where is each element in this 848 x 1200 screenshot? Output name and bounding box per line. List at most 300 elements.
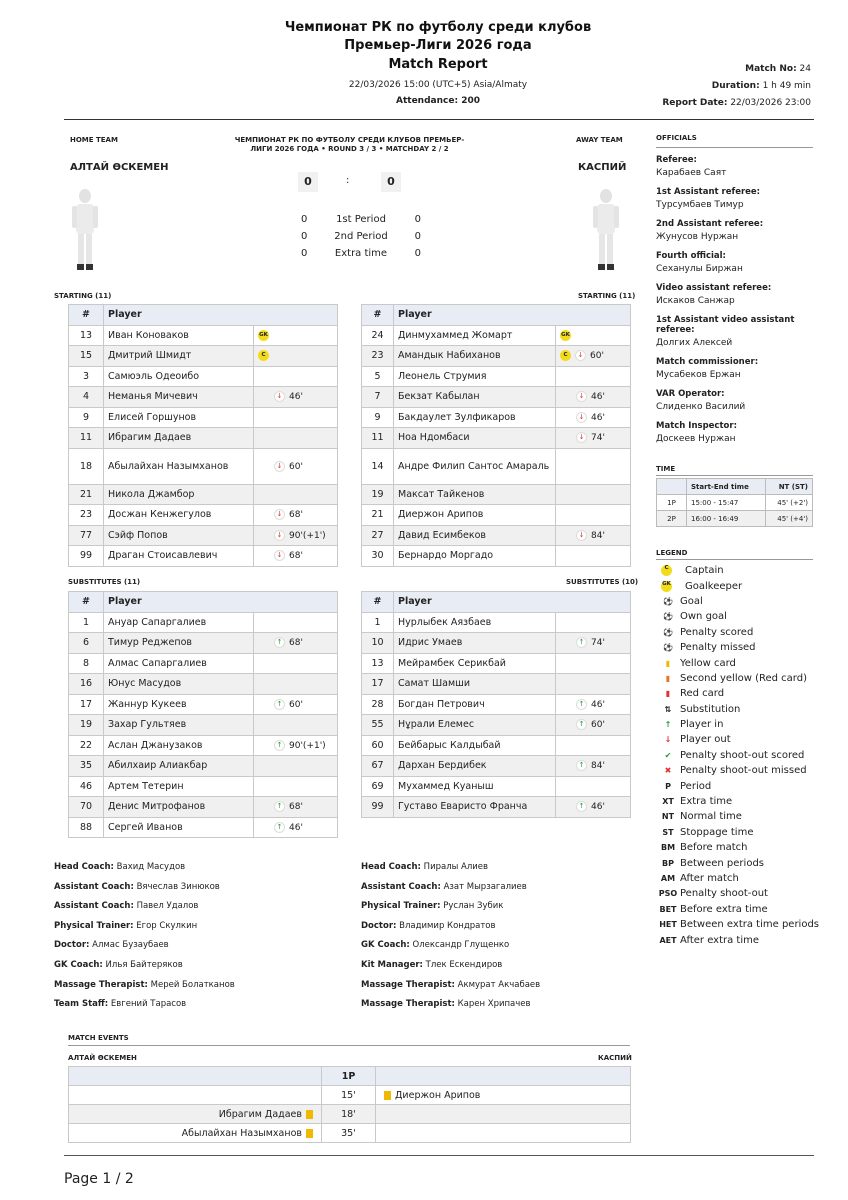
player-number: 7 [362, 387, 394, 408]
player-extra [254, 325, 338, 346]
attendance: Attendance: 200 [396, 96, 480, 106]
substitution-info [274, 822, 303, 833]
legend-item [656, 902, 826, 917]
player-extra [556, 407, 631, 428]
legend-label: After match [680, 873, 739, 884]
own-goal-icon: ⚽ [663, 612, 673, 622]
report-title-line3: Match Report [388, 57, 488, 72]
official-role: Match Inspector: [656, 421, 737, 431]
header-divider [64, 119, 814, 120]
player-in-icon: ↑ [576, 699, 587, 710]
substitution-minute: 68' [289, 551, 303, 562]
goal-icon: ⚽ [663, 596, 673, 606]
player-row [362, 674, 631, 695]
legend-label: After extra time [680, 934, 760, 946]
player-row [69, 407, 338, 428]
match-datetime: 22/03/2026 15:00 (UTC+5) Asia/Almaty [348, 80, 528, 90]
legend-label: Goal [680, 595, 703, 607]
player-row [69, 505, 338, 526]
between-periods-icon: BP [662, 858, 674, 868]
player-extra [556, 546, 631, 567]
before-match-icon: BM [660, 843, 676, 853]
player-extra [556, 366, 631, 387]
official-name: Искаков Санжар [656, 296, 735, 306]
player-number: 17 [69, 694, 104, 715]
official-entry [656, 283, 826, 306]
away-starting-table: # Player 24 Динмухаммед Жомарт GK 23 Амандык Набиханов C ↓ 60' 5 Леонель Струмия 7 Бекзат Кабылан ↓ 46' 9 Бакдаулет Зулфикаров ↓ 46' 11 Ноа Ндомбаси ↓ 74' 14 Андре Филип Сантос Амараль 19 Максат Тайкенов 21 Диержон Арипов 27 Давид Есимбеков ↓ 84' 30 Бернардо Моргадо [361, 304, 631, 567]
period-row: 0 Extra time 0 [301, 248, 421, 259]
time-divider [656, 475, 813, 476]
player-row [69, 346, 338, 367]
official-entry [656, 251, 826, 274]
substitution-info [274, 391, 303, 402]
event-row [69, 1105, 631, 1124]
staff-role: Assistant Coach: [54, 881, 134, 892]
player-extra [556, 612, 631, 633]
period-row: 0 1st Period 0 [301, 214, 421, 225]
player-number: 77 [69, 525, 104, 546]
player-row [362, 756, 631, 777]
player-number: 19 [362, 484, 394, 505]
time-period: 1P [657, 495, 687, 511]
substitution-minute: 60' [590, 351, 604, 362]
player-number: 1 [69, 612, 104, 633]
staff-member [54, 976, 344, 996]
player-name: Никола Джамбор [104, 484, 254, 505]
substitution-minute: 46' [591, 699, 605, 710]
score-separator: : [346, 175, 350, 186]
player-extra [254, 525, 338, 546]
legend-label: Penalty shoot-out [680, 888, 768, 900]
player-name: Ануар Сапаргалиев [104, 612, 254, 633]
time-range: 16:00 - 16:49 [687, 511, 766, 527]
player-in-icon: ↑ [274, 699, 285, 710]
away-starting-label: STARTING (11) [578, 292, 636, 300]
player-row [362, 448, 631, 484]
staff-role: Physical Trainer: [54, 920, 134, 931]
substitution-minute: 74' [591, 638, 605, 649]
substitution-minute: 84' [591, 761, 605, 772]
legend-item [656, 840, 826, 855]
player-number: 30 [362, 546, 394, 567]
player-number: 21 [362, 505, 394, 526]
official-name: Сеханулы Биржан [656, 264, 743, 274]
substitution-minute: 46' [591, 802, 605, 813]
yellow-card-icon: ▮ [665, 658, 671, 668]
player-number: 67 [362, 756, 394, 777]
player-extra [254, 653, 338, 674]
legend-item [656, 871, 826, 886]
legend-item [656, 625, 826, 640]
player-number: 16 [69, 674, 104, 695]
official-role: 2nd Assistant referee: [656, 219, 764, 229]
player-name: Ибрагим Дадаев [104, 428, 254, 449]
player-row [362, 407, 631, 428]
player-number: 55 [362, 715, 394, 736]
staff-role: Massage Therapist: [54, 979, 148, 990]
home-starting-label: STARTING (11) [54, 292, 112, 300]
player-name: Абылайхан Назымханов [104, 448, 254, 484]
extra-time-icon: XT [662, 797, 674, 807]
official-entry [656, 219, 826, 242]
player-name: Идрис Умаев [394, 633, 556, 654]
player-row [362, 653, 631, 674]
player-row [69, 448, 338, 484]
staff-name: Алмас Бузаубаев [92, 940, 169, 951]
player-name: Сэйф Попов [104, 525, 254, 546]
player-number: 1 [362, 612, 394, 633]
away-subs-table: # Player 1 Нурлыбек Аязбаев 10 Идрис Умаев ↑ 74' 13 Мейрамбек Серикбай 17 Самат Шамши 28 Богдан Петрович ↑ 46' 55 Нұрали Елемес ↑ 60' 60 Бейбарыс Калдыбай 67 Дархан Бердибек ↑ 84' 69 Мухаммед Куаныш 99 Густаво Еваристо Франча ↑ 46' [361, 591, 631, 818]
substitution-info [274, 740, 326, 751]
player-row [362, 325, 631, 346]
staff-name: Вахид Масудов [116, 862, 186, 872]
staff-name: Акмурат Акчабаев [457, 979, 541, 990]
time-nt: 45' (+4') [765, 511, 812, 527]
player-name: Самат Шамши [394, 674, 556, 695]
player-extra [556, 653, 631, 674]
official-role: 1st Assistant video assistant referee: [656, 315, 795, 335]
between-extra-time-periods-icon: HET [659, 920, 677, 930]
legend-item [656, 563, 826, 578]
player-row [69, 694, 338, 715]
player-extra [254, 484, 338, 505]
staff-name: Мерей Болатканов [150, 979, 235, 990]
staff-name: Егор Скулкин [136, 920, 198, 931]
player-row [69, 715, 338, 736]
player-number: 4 [69, 387, 104, 408]
officials-divider [656, 147, 813, 148]
player-name: Мейрамбек Серикбай [394, 653, 556, 674]
legend-item [656, 794, 826, 809]
player-row [69, 674, 338, 695]
player-extra [556, 694, 631, 715]
staff-role: Doctor: [361, 920, 397, 931]
official-role: Fourth official: [656, 251, 726, 261]
staff-name: Азат Мырзагалиев [443, 881, 527, 892]
staff-member [54, 858, 344, 878]
stoppage-time-icon: ST [662, 827, 674, 837]
player-name: Нұрали Елемес [394, 715, 556, 736]
player-row [362, 428, 631, 449]
player-row [69, 735, 338, 756]
official-entry [656, 357, 826, 380]
legend-label: Period [680, 780, 712, 792]
events-home-team: АЛТАЙ ӨСКЕМЕН [68, 1054, 137, 1062]
legend-item [656, 702, 826, 717]
official-entry [656, 389, 826, 412]
substitution-minute: 46' [289, 822, 303, 833]
legend-list [656, 563, 826, 948]
player-extra [254, 633, 338, 654]
player-row [362, 366, 631, 387]
player-row [362, 346, 631, 367]
legend-label: Substitution [680, 703, 741, 715]
legend-label: Own goal [680, 611, 727, 623]
staff-role: Kit Manager: [361, 959, 423, 970]
player-number: 5 [362, 366, 394, 387]
player-number: 99 [69, 546, 104, 567]
player-extra [556, 428, 631, 449]
player-row [362, 546, 631, 567]
legend-label: Stoppage time [680, 826, 754, 838]
official-role: 1st Assistant referee: [656, 187, 761, 197]
competition-info: ЧЕМПИОНАТ РК ПО ФУТБОЛУ СРЕДИ КЛУБОВ ПРЕМЬЕР- ЛИГИ 2026 ГОДА • ROUND 3 / 3 • MATCHDAY 2 / 2 [234, 136, 465, 153]
official-name: Жунусов Нуржан [656, 232, 739, 242]
before-extra-time-icon: BET [659, 904, 677, 914]
substitution-minute: 46' [591, 392, 605, 403]
home-subs-table: # Player 1 Ануар Сапаргалиев 6 Тимур Реджепов ↑ 68' 8 Алмас Сапаргалиев 16 Юнус Масудов 17 Жаннур Кукеев ↑ 60' 19 Захар Гультяев 22 Аслан Джанузаков ↑ 90'(+1') 35 Абилхаир Алиакбар 46 Артем Тетерин 70 Денис Митрофанов ↑ 68' 88 Сергей Иванов ↑ 46' [68, 591, 338, 838]
player-extra [556, 735, 631, 756]
substitution-minute: 46' [591, 412, 605, 423]
player-extra [254, 346, 338, 367]
legend-label: Goalkeeper [685, 580, 743, 592]
substitution-info [274, 530, 326, 541]
substitution-info [274, 801, 303, 812]
substitution-minute: 90'(+1') [289, 530, 326, 541]
time-row [657, 495, 813, 511]
events-table: 1P 15' Диержон Арипов Ибрагим Дадаев 18' Абылайхан Назымханов 35' [68, 1066, 631, 1143]
legend-label: Player out [680, 734, 731, 746]
away-team-label: AWAY TEAM [576, 136, 623, 144]
event-player: Абылайхан Назымханов [181, 1127, 302, 1139]
official-name: Карабаев Саят [656, 168, 727, 178]
away-subs-label: SUBSTITUTES (10) [566, 578, 639, 586]
player-number: 69 [362, 776, 394, 797]
player-out-icon: ↓ [576, 391, 587, 402]
player-extra [254, 505, 338, 526]
player-out-icon: ↓ [576, 432, 587, 443]
player-number: 9 [69, 407, 104, 428]
substitution-minute: 46' [289, 392, 303, 403]
staff-member [361, 858, 631, 878]
staff-name: Руслан Зубик [443, 901, 504, 912]
staff-member [361, 995, 631, 1015]
player-row [69, 776, 338, 797]
player-in-icon: ↑ [576, 801, 587, 812]
staff-member [54, 917, 344, 937]
player-extra [556, 797, 631, 818]
player-extra [556, 387, 631, 408]
player-number: 60 [362, 735, 394, 756]
legend-label: Penalty shoot-out scored [680, 749, 805, 761]
player-in-icon: ↑ [274, 740, 285, 751]
legend-label: Between extra time periods [680, 919, 820, 931]
home-kit-figure-icon [70, 188, 100, 274]
player-row [69, 756, 338, 777]
substitution-info [576, 699, 605, 710]
events-away-team: КАСПИЙ [598, 1054, 632, 1062]
red-card-icon: ▮ [665, 689, 671, 699]
player-name: Богдан Петрович [394, 694, 556, 715]
penalty-scored-icon: ⚽ [663, 627, 673, 637]
legend-item [656, 609, 826, 624]
player-row [69, 428, 338, 449]
substitution-minute: 90'(+1') [289, 740, 326, 751]
player-row [69, 484, 338, 505]
penalty-shoot-out-missed-icon: ✖ [664, 766, 672, 776]
staff-name: Евгений Тарасов [110, 999, 187, 1010]
player-out-icon: ↓ [576, 412, 587, 423]
player-row [362, 505, 631, 526]
captain-badge-icon: C [258, 350, 269, 361]
staff-member [361, 956, 631, 976]
player-row [362, 612, 631, 633]
player-name: Ноа Ндомбаси [394, 428, 556, 449]
player-name: Бернардо Моргадо [394, 546, 556, 567]
legend-label: Penalty scored [680, 626, 754, 638]
event-home [69, 1086, 322, 1105]
official-name: Мусабеков Ержан [656, 370, 741, 380]
player-in-icon: ↑ [576, 637, 587, 648]
page-number: Page 1 / 2 [64, 1171, 134, 1187]
official-name: Долгих Алексей [656, 338, 733, 348]
player-name: Абилхаир Алиакбар [104, 756, 254, 777]
player-in-icon: ↑ [274, 637, 285, 648]
staff-name: Тлек Ескендиров [425, 959, 503, 970]
penalty-missed-icon: ⚽ [663, 643, 673, 653]
match-no: Match No: 24 [745, 64, 811, 74]
player-name: Денис Митрофанов [104, 797, 254, 818]
player-number: 10 [362, 633, 394, 654]
home-score: 0 [298, 172, 318, 192]
penalty-shoot-out-scored-icon: ✔ [664, 750, 672, 760]
legend-item [656, 809, 826, 824]
yellow-card-icon [306, 1110, 313, 1119]
away-kit-figure-icon [591, 188, 621, 274]
player-name: Жаннур Кукеев [104, 694, 254, 715]
legend-item [656, 763, 826, 778]
officials-list [656, 155, 826, 453]
player-extra [254, 776, 338, 797]
player-row [362, 715, 631, 736]
official-entry [656, 187, 826, 210]
player-out-icon: ↓ [274, 530, 285, 541]
staff-role: Assistant Coach: [361, 881, 441, 892]
event-away [376, 1086, 631, 1105]
legend-label: Second yellow (Red card) [680, 672, 807, 684]
staff-member [54, 956, 344, 976]
player-extra [254, 694, 338, 715]
player-row [69, 546, 338, 567]
captain-badge-icon: C [560, 350, 571, 361]
duration: Duration: 1 h 49 min [711, 81, 811, 91]
legend-item [656, 825, 826, 840]
after-match-icon: AM [660, 874, 676, 883]
event-minute: 15' [322, 1086, 376, 1105]
period-scores [301, 214, 421, 259]
player-name: Алмас Сапаргалиев [104, 653, 254, 674]
substitution-info [576, 637, 605, 648]
player-extra [556, 633, 631, 654]
substitution-info [274, 637, 303, 648]
substitution-info [274, 550, 303, 561]
player-name: Сергей Иванов [104, 817, 254, 838]
staff-name: Павел Удалов [136, 901, 199, 912]
substitution-minute: 60' [289, 461, 303, 472]
player-out-icon: ↓ [274, 550, 285, 561]
official-role: Video assistant referee: [656, 283, 772, 293]
player-row [69, 653, 338, 674]
player-number: 6 [69, 633, 104, 654]
normal-time-icon: NT [661, 812, 675, 822]
player-number: 23 [69, 505, 104, 526]
player-row [362, 735, 631, 756]
legend-label: Before extra time [680, 903, 768, 915]
legend-item [656, 686, 826, 701]
time-heading: TIME [656, 465, 676, 473]
substitution-minute: 68' [289, 802, 303, 813]
home-subs-label: SUBSTITUTES (11) [68, 578, 141, 586]
player-name: Мухаммед Куаныш [394, 776, 556, 797]
player-extra [254, 797, 338, 818]
player-name: Максат Тайкенов [394, 484, 556, 505]
player-extra [556, 756, 631, 777]
substitution-info [576, 432, 605, 443]
official-name: Слиденко Василий [656, 402, 746, 412]
official-entry [656, 155, 826, 178]
player-out-icon: ↓ [274, 391, 285, 402]
player-name: Дархан Бердибек [394, 756, 556, 777]
player-extra [556, 674, 631, 695]
legend-item [656, 594, 826, 609]
legend-divider [656, 559, 813, 560]
player-row [69, 387, 338, 408]
substitution-info [576, 719, 605, 730]
player-number: 9 [362, 407, 394, 428]
substitution-info [576, 391, 605, 402]
player-name: Дмитрий Шмидт [104, 346, 254, 367]
event-row [69, 1124, 631, 1143]
player-extra [556, 325, 631, 346]
after-extra-time-icon: AET [659, 935, 677, 945]
substitution-info [576, 412, 605, 423]
player-extra [254, 674, 338, 695]
event-player: Диержон Арипов [395, 1089, 481, 1101]
staff-role: Head Coach: [54, 862, 114, 872]
player-name: Давид Есимбеков [394, 525, 556, 546]
substitution-info [274, 461, 303, 472]
legend-label: Penalty shoot-out missed [680, 765, 807, 777]
player-name: Бекзат Кабылан [394, 387, 556, 408]
player-in-icon: ↑ [664, 720, 672, 730]
staff-member [361, 897, 631, 917]
player-extra [254, 428, 338, 449]
player-number: 13 [69, 325, 104, 346]
official-entry [656, 315, 826, 348]
time-range: 15:00 - 15:47 [687, 495, 766, 511]
legend-item [656, 732, 826, 747]
event-minute: 35' [322, 1124, 376, 1143]
player-name: Неманья Мичевич [104, 387, 254, 408]
legend-item [656, 655, 826, 670]
staff-member [361, 936, 631, 956]
player-row [69, 612, 338, 633]
staff-role: Massage Therapist: [361, 979, 455, 990]
legend-item [656, 671, 826, 686]
staff-name: Владимир Кондратов [399, 920, 496, 931]
player-name: Самюэль Одеоибо [104, 366, 254, 387]
player-name: Иван Коноваков [104, 325, 254, 346]
player-extra [254, 546, 338, 567]
away-staff-list [361, 858, 631, 1015]
substitution-info [274, 699, 303, 710]
legend-label: Red card [680, 688, 725, 700]
player-row [69, 797, 338, 818]
player-name: Андре Филип Сантос Амараль [394, 448, 556, 484]
player-extra [254, 756, 338, 777]
player-number: 21 [69, 484, 104, 505]
player-number: 17 [362, 674, 394, 695]
